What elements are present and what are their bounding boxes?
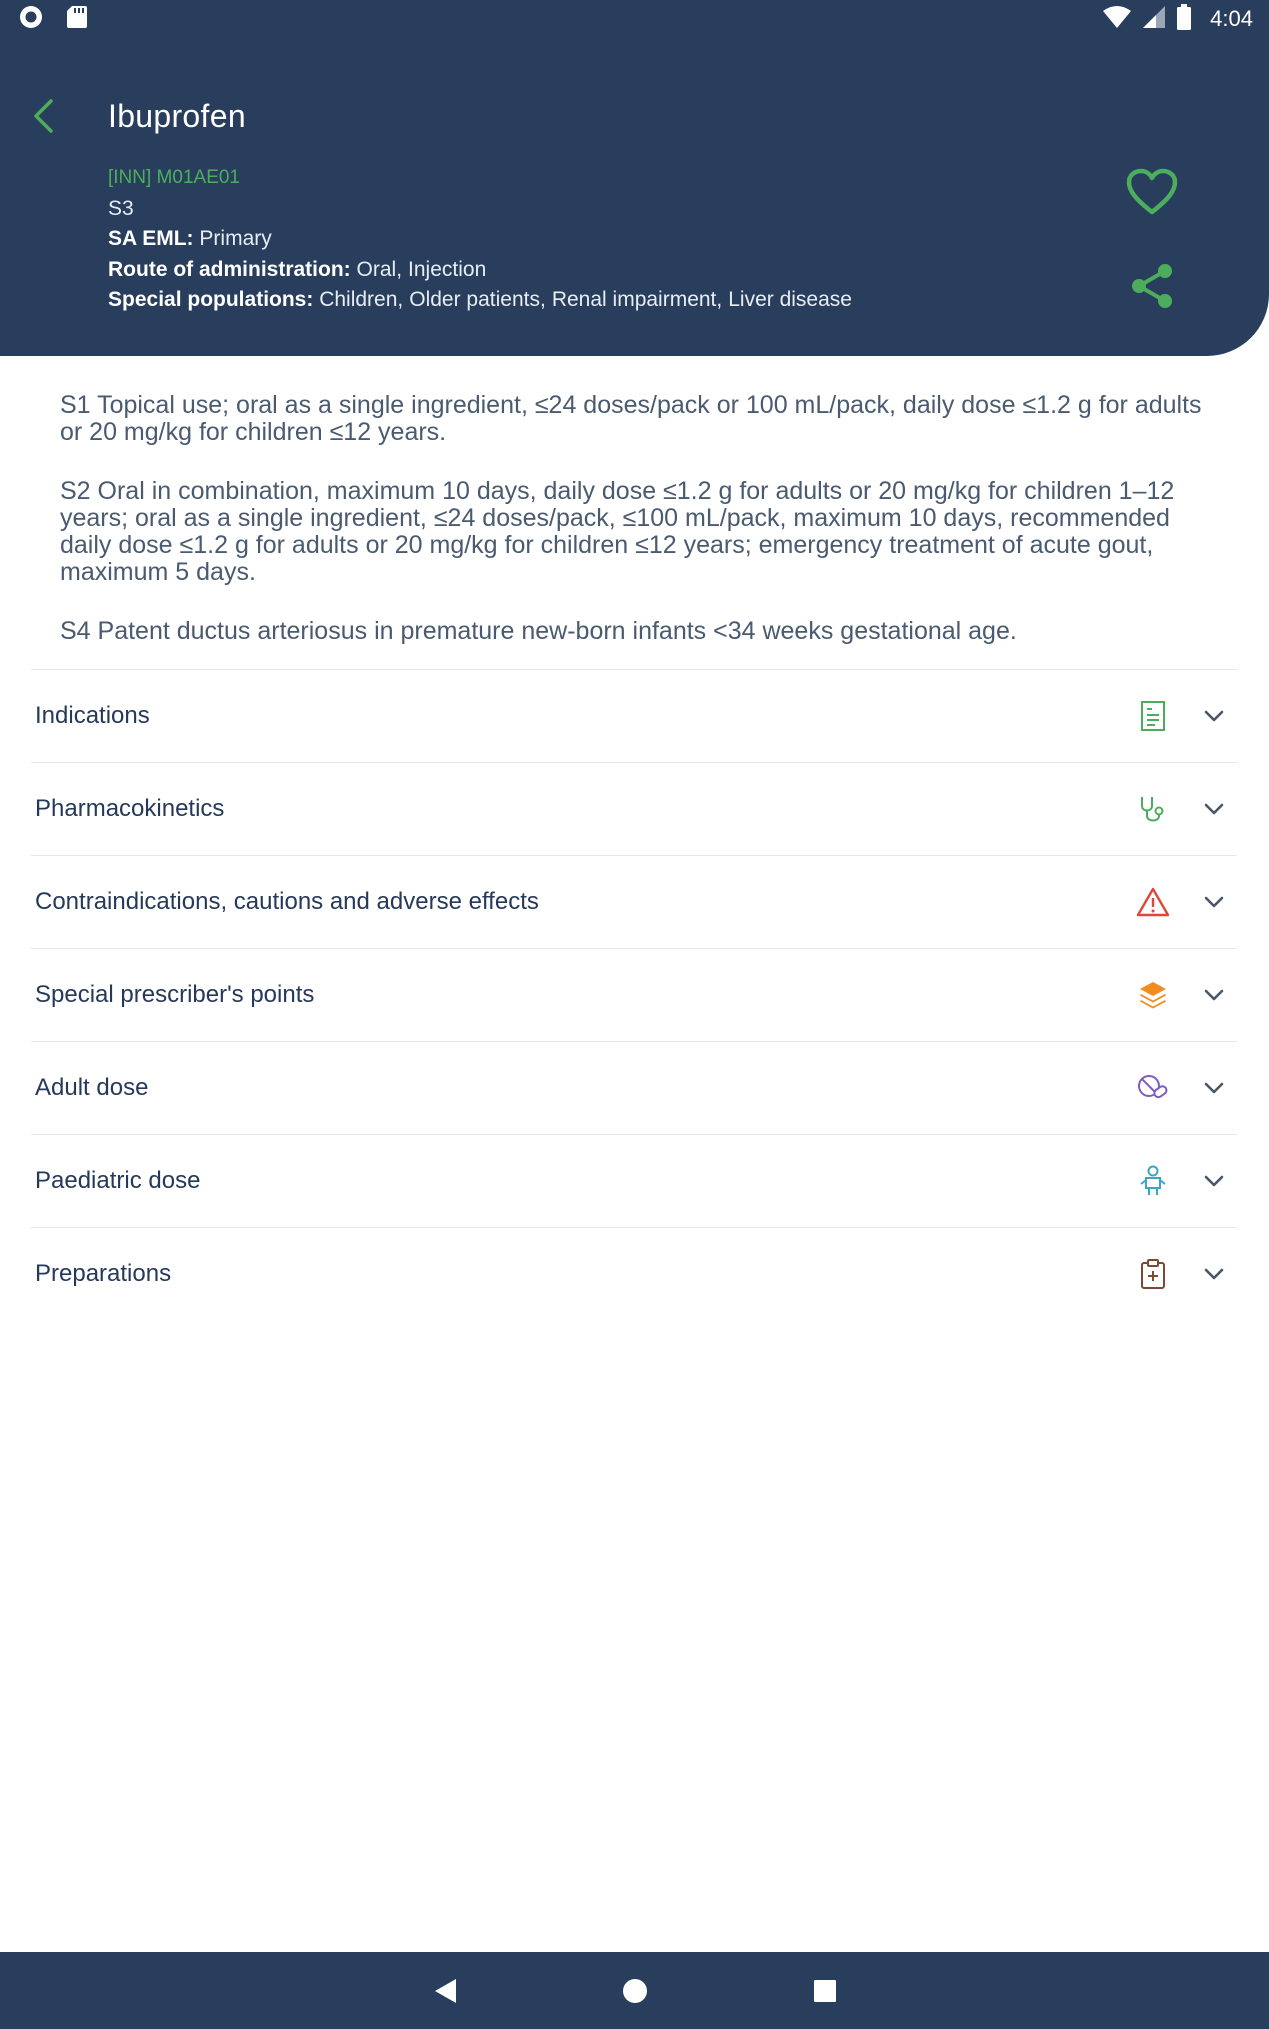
battery-icon — [1176, 4, 1192, 35]
chevron-down-icon[interactable] — [1201, 796, 1227, 822]
nav-back-button[interactable] — [425, 1971, 465, 2011]
route-value: Oral, — [356, 257, 403, 281]
status-bar — [0, 0, 1269, 38]
heart-icon — [1126, 168, 1178, 216]
population-value: Older patients, — [409, 288, 546, 311]
pills-icon — [1136, 1071, 1170, 1105]
drug-header — [0, 0, 1269, 356]
nav-home-button[interactable] — [615, 1971, 655, 2011]
population-value: Renal impairment, — [551, 288, 723, 311]
section-indications[interactable] — [31, 669, 1237, 762]
section-paediatric-dose[interactable] — [31, 1134, 1237, 1227]
section-label: Adult dose — [35, 1074, 149, 1101]
section-adult-dose[interactable] — [31, 1041, 1237, 1134]
page-title: Ibuprofen — [108, 98, 246, 134]
population-value: Liver disease — [728, 288, 852, 311]
route-label: Route of administration: — [108, 257, 351, 281]
share-button[interactable] — [1128, 262, 1176, 310]
wifi-icon — [1102, 5, 1132, 34]
route-value: Injection — [408, 257, 487, 281]
section-list — [31, 669, 1237, 1320]
favorite-button[interactable] — [1126, 168, 1178, 216]
clipboard-icon — [1136, 1257, 1170, 1291]
population-value: Children, — [319, 288, 404, 311]
chevron-down-icon[interactable] — [1201, 1075, 1227, 1101]
chevron-down-icon[interactable] — [1201, 703, 1227, 729]
populations-label: Special populations: — [108, 288, 314, 311]
section-label: Paediatric dose — [35, 1167, 201, 1194]
eml-value: Primary — [199, 227, 272, 250]
baby-icon — [1136, 1164, 1170, 1198]
triangle-back-icon — [432, 1977, 458, 2005]
back-button[interactable] — [26, 96, 60, 136]
signal-icon — [1142, 5, 1166, 34]
schedule-value: S3 — [108, 196, 134, 220]
record-icon — [18, 4, 44, 35]
stethoscope-icon — [1136, 792, 1170, 826]
circle-home-icon — [621, 1977, 649, 2005]
chevron-left-icon — [31, 98, 55, 134]
section-preparations[interactable] — [31, 1227, 1237, 1320]
populations-line — [108, 285, 852, 316]
layers-icon — [1136, 978, 1170, 1012]
section-label: Indications — [35, 702, 150, 729]
section-label: Preparations — [35, 1260, 172, 1287]
drug-meta — [108, 163, 852, 316]
square-recents-icon — [812, 1978, 838, 2004]
sd-card-icon — [66, 5, 88, 34]
chevron-down-icon[interactable] — [1201, 889, 1227, 915]
schedule-s4: S4 Patent ductus arteriosus in premature new-born infants <34 weeks gestational age. — [60, 617, 1017, 645]
warning-icon — [1136, 885, 1170, 919]
eml-label: SA EML: — [108, 227, 194, 250]
section-label: Special prescriber's points — [35, 981, 315, 1008]
schedule-s2: S2 Oral in combination, maximum 10 days, daily dose ≤1.2 g for adults or 20 mg/kg for children 1–12 years; oral as a single ingredient, ≤24 doses/pack, ≤100 mL/pack, maximum 10 days, recommended daily dose ≤1.2 g for adults or 20 mg/kg for children ≤12 years; emergency treatment of acute gout, maximum 5 days. — [60, 477, 1175, 586]
section-label: Contraindications, cautions and adverse effects — [35, 888, 539, 915]
route-line — [108, 255, 852, 286]
schedule-descriptions — [60, 392, 1210, 677]
chevron-down-icon[interactable] — [1201, 1261, 1227, 1287]
document-icon — [1136, 699, 1170, 733]
nav-recents-button[interactable] — [805, 1971, 845, 2011]
inn-code: [INN] M01AE01 — [108, 167, 240, 188]
chevron-down-icon[interactable] — [1201, 982, 1227, 1008]
schedule-s1: S1 Topical use; oral as a single ingredient, ≤24 doses/pack or 100 mL/pack, daily dose ≤1.2 g for adults or 20 mg/kg for children ≤12 years. — [60, 391, 1202, 446]
section-contraindications[interactable] — [31, 855, 1237, 948]
status-time: 4:04 — [1210, 6, 1253, 31]
chevron-down-icon[interactable] — [1201, 1168, 1227, 1194]
navigation-bar — [0, 1952, 1269, 2029]
section-pharmacokinetics[interactable] — [31, 762, 1237, 855]
section-prescriber-points[interactable] — [31, 948, 1237, 1041]
share-icon — [1128, 262, 1176, 310]
section-label: Pharmacokinetics — [35, 795, 225, 822]
eml-line — [108, 224, 852, 255]
